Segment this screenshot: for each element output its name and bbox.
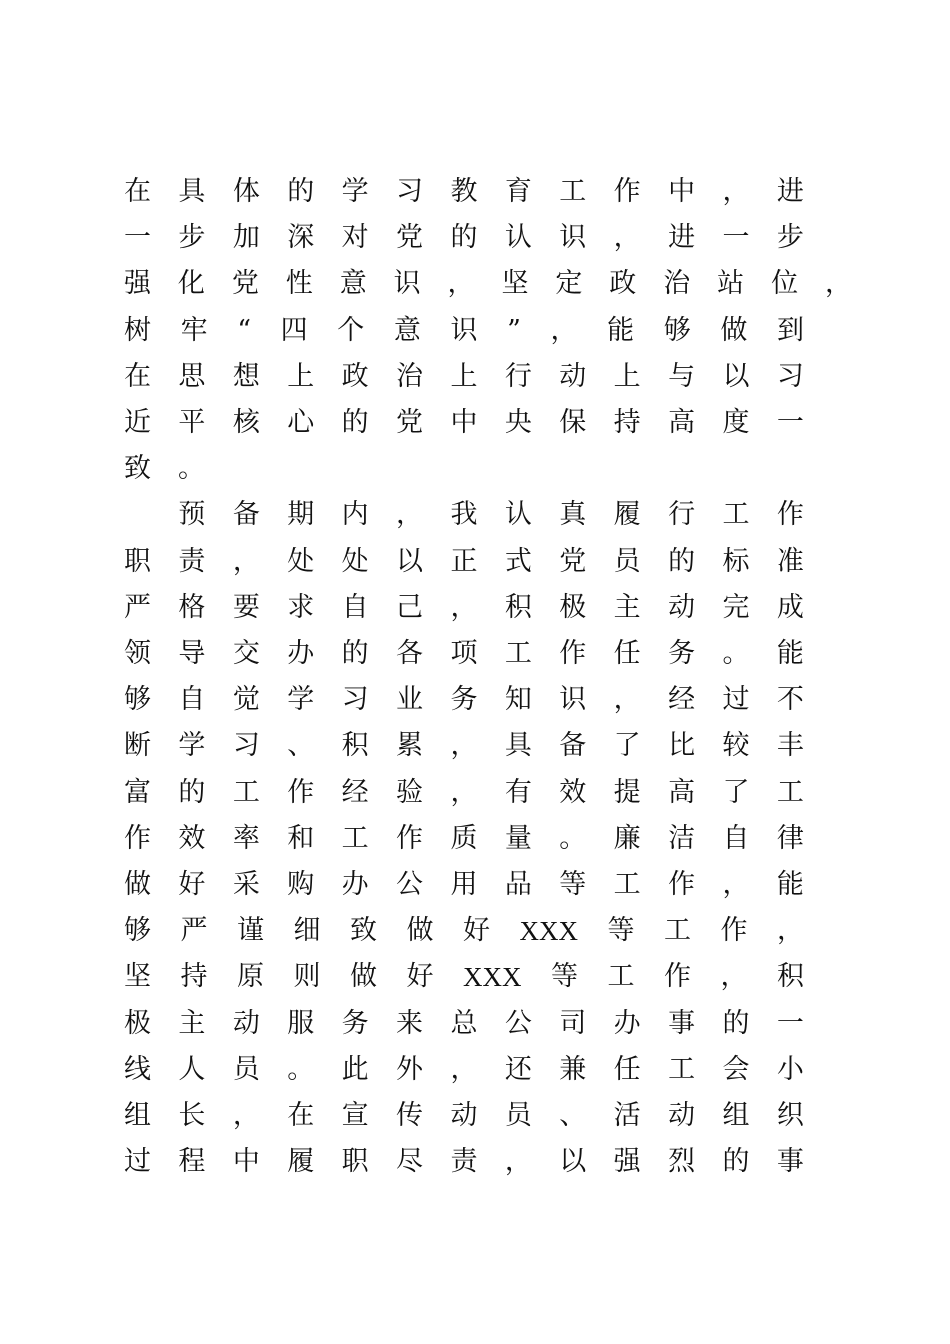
text-char: 识 <box>559 222 587 254</box>
text-char: 不 <box>776 684 804 716</box>
text-line <box>124 266 852 302</box>
text-char: 政 <box>341 360 369 392</box>
text-line <box>124 1052 804 1088</box>
text-char: 式 <box>504 545 532 577</box>
text-char: ， <box>722 869 750 900</box>
text-char: 办 <box>613 1007 641 1039</box>
text-char: 高 <box>668 776 696 808</box>
text-char: 自 <box>722 822 750 854</box>
text-char: 和 <box>287 822 315 854</box>
text-char: XXX <box>519 916 578 947</box>
text-line <box>124 590 804 626</box>
text-char: 工 <box>504 638 532 669</box>
text-char: 我 <box>450 499 478 531</box>
text-char: 识 <box>393 268 421 300</box>
text-char: 与 <box>668 360 696 392</box>
text-char: 做 <box>720 314 748 346</box>
text-char: 备 <box>232 499 260 531</box>
text-char: 以 <box>559 1146 587 1178</box>
text-char: 定 <box>555 268 583 300</box>
text-char: 治 <box>396 360 424 392</box>
text-char: 积 <box>341 730 369 762</box>
text-char: 员 <box>504 1100 532 1131</box>
text-char: 务 <box>341 1007 369 1039</box>
text-char: 央 <box>504 407 532 438</box>
text-char: 细 <box>293 915 321 947</box>
text-char: ， <box>777 915 804 947</box>
text-char: 识 <box>450 314 478 346</box>
text-char: 公 <box>396 869 424 900</box>
text-char: 识 <box>559 684 587 716</box>
text-char: 政 <box>609 268 637 300</box>
text-char: 能 <box>607 314 635 346</box>
text-line <box>124 636 804 672</box>
text-char: ， <box>450 776 478 808</box>
text-char: 组 <box>722 1100 750 1131</box>
text-char: 高 <box>668 407 696 438</box>
text-char: 办 <box>341 869 369 900</box>
text-char: 烈 <box>668 1146 696 1178</box>
text-char: 真 <box>559 499 587 531</box>
text-char: 累 <box>396 730 424 762</box>
text-char: 党 <box>559 545 587 577</box>
text-char: 个 <box>337 314 365 346</box>
text-char: 做 <box>350 961 377 993</box>
text-char: 作 <box>124 822 151 854</box>
text-char: 等 <box>551 961 578 993</box>
text-char: 人 <box>178 1053 206 1085</box>
text-char: 则 <box>293 961 321 993</box>
text-char: 处 <box>341 545 369 577</box>
text-char: 履 <box>613 499 641 531</box>
text-line <box>124 1144 804 1180</box>
text-char: 备 <box>559 730 587 762</box>
text-char: 任 <box>613 638 641 669</box>
text-char: 步 <box>776 222 804 254</box>
text-char: ， <box>396 499 424 531</box>
text-char: 织 <box>776 1100 804 1131</box>
text-char: 总 <box>450 1007 478 1039</box>
text-char: 教 <box>450 176 478 207</box>
text-char: 一 <box>722 222 750 254</box>
text-char: 司 <box>559 1007 587 1039</box>
text-char: 标 <box>722 545 750 577</box>
text-char: 交 <box>232 638 260 669</box>
text-char: 保 <box>559 407 587 438</box>
text-char: “ <box>237 314 252 346</box>
text-char: 履 <box>287 1146 315 1178</box>
text-char: 致 <box>124 453 151 485</box>
text-char: 核 <box>232 407 260 438</box>
text-char: 够 <box>124 915 151 947</box>
text-char: 树 <box>124 314 151 346</box>
text-char: ” <box>507 314 521 346</box>
text-char: 断 <box>124 730 151 762</box>
text-char: 事 <box>668 1007 696 1039</box>
text-line <box>124 451 804 487</box>
text-char: 行 <box>668 499 696 531</box>
text-char: 够 <box>124 684 151 716</box>
text-char: 主 <box>178 1007 206 1039</box>
text-char: 事 <box>776 1146 804 1178</box>
text-char: 服 <box>287 1007 315 1039</box>
text-char: 律 <box>776 822 804 854</box>
text-char: 习 <box>776 360 804 392</box>
text-char: 步 <box>178 222 206 254</box>
text-char: ， <box>720 961 748 993</box>
text-char: 动 <box>668 1100 696 1131</box>
text-char: ， <box>550 314 578 346</box>
text-line <box>124 313 804 349</box>
text-char: 动 <box>559 360 587 392</box>
text-line <box>124 728 804 764</box>
text-char: 位 <box>771 268 799 300</box>
text-char: 够 <box>663 314 691 346</box>
text-char: 工 <box>341 822 369 854</box>
text-char: 上 <box>450 360 478 392</box>
text-char: 强 <box>613 1146 641 1178</box>
text-char: 强 <box>124 268 151 300</box>
text-char: 长 <box>178 1100 206 1131</box>
text-char: 务 <box>668 638 696 669</box>
text-char: 兼 <box>559 1053 587 1085</box>
text-char: 育 <box>504 176 532 207</box>
text-char: 进 <box>776 176 804 207</box>
text-char: 富 <box>124 776 151 808</box>
text-char: 工 <box>559 176 587 207</box>
text-char: 的 <box>450 222 478 254</box>
text-char: 经 <box>341 776 369 808</box>
text-char: 工 <box>668 1053 696 1085</box>
text-char: 动 <box>450 1100 478 1131</box>
text-char: 平 <box>178 407 206 438</box>
text-char: 质 <box>450 822 478 854</box>
text-line <box>124 682 804 718</box>
text-char: 丰 <box>776 730 804 762</box>
text-char: ， <box>232 545 260 577</box>
text-char: 想 <box>232 360 260 392</box>
text-char: 正 <box>450 545 478 577</box>
text-char: 外 <box>396 1053 424 1085</box>
text-char: 加 <box>232 222 260 254</box>
text-char: 、 <box>559 1100 587 1131</box>
text-char: 原 <box>237 961 264 993</box>
text-char: 。 <box>287 1053 315 1085</box>
text-line <box>124 174 804 210</box>
text-char: 率 <box>232 822 260 854</box>
text-char: ， <box>450 1053 478 1085</box>
text-char: 了 <box>613 730 641 762</box>
text-char: 作 <box>776 499 804 531</box>
text-char: 知 <box>504 684 532 716</box>
text-char: 传 <box>396 1100 424 1131</box>
text-char: 以 <box>396 545 424 577</box>
text-char: 工 <box>776 776 804 808</box>
text-char: 好 <box>406 961 434 993</box>
text-char: 意 <box>339 268 367 300</box>
text-char: 工 <box>232 776 260 808</box>
text-char: ， <box>824 268 852 300</box>
text-char: 上 <box>613 360 641 392</box>
text-char: 作 <box>720 915 748 947</box>
text-char: 预 <box>178 499 206 531</box>
text-char: 做 <box>124 869 151 900</box>
text-char: 以 <box>722 360 750 392</box>
text-char: 廉 <box>613 822 641 854</box>
text-char: 来 <box>396 1007 424 1039</box>
text-char: 任 <box>613 1053 641 1085</box>
text-char: 谨 <box>237 915 264 947</box>
text-char: ， <box>504 1146 532 1178</box>
text-char: 一 <box>776 1007 804 1039</box>
text-char: 过 <box>722 684 750 716</box>
text-char: 还 <box>504 1053 532 1085</box>
text-char: 准 <box>776 545 804 577</box>
text-char: 职 <box>124 545 151 577</box>
text-char: 党 <box>231 268 259 300</box>
text-char: 较 <box>722 730 750 762</box>
text-char: 尽 <box>396 1146 424 1178</box>
text-char: 作 <box>668 869 696 900</box>
text-char: 验 <box>396 776 424 808</box>
text-char: 员 <box>232 1053 260 1085</box>
text-char: 。 <box>722 638 750 669</box>
text-char: 学 <box>178 730 206 762</box>
text-char: 自 <box>178 684 206 716</box>
text-char: 活 <box>613 1100 641 1131</box>
text-char: 学 <box>341 176 369 207</box>
text-char: 牢 <box>180 314 208 346</box>
text-char: 积 <box>777 961 804 993</box>
text-char: 习 <box>232 730 260 762</box>
text-char: 的 <box>287 176 315 207</box>
text-char: 动 <box>668 591 696 623</box>
text-char: 员 <box>613 545 641 577</box>
text-char: 工 <box>607 961 635 993</box>
text-char: 内 <box>341 499 369 531</box>
text-char: 思 <box>178 360 206 392</box>
text-char: 到 <box>776 314 804 346</box>
text-char: 工 <box>722 499 750 531</box>
text-line <box>124 821 804 857</box>
text-char: 采 <box>232 869 260 900</box>
text-char: 觉 <box>232 684 260 716</box>
text-char: 上 <box>287 360 315 392</box>
text-line <box>124 959 804 995</box>
text-char: 购 <box>287 869 315 900</box>
text-char: 积 <box>504 591 532 623</box>
text-char: 程 <box>178 1146 206 1178</box>
text-char: 宣 <box>341 1100 369 1131</box>
text-char: 对 <box>341 222 369 254</box>
text-char: 动 <box>232 1007 260 1039</box>
text-char: 职 <box>341 1146 369 1178</box>
text-char: 站 <box>717 268 745 300</box>
text-char: 要 <box>232 591 260 623</box>
text-char: 等 <box>607 915 635 947</box>
text-char: 极 <box>124 1007 151 1039</box>
text-char: 作 <box>396 822 424 854</box>
text-char: ， <box>450 730 478 762</box>
text-char: 做 <box>406 915 434 947</box>
text-char: 能 <box>776 638 804 669</box>
text-char: 。 <box>559 822 587 854</box>
text-char: 业 <box>396 684 424 716</box>
text-char: 用 <box>450 869 478 900</box>
text-char: ， <box>447 268 475 300</box>
text-char: 效 <box>559 776 587 808</box>
text-char: 好 <box>178 869 206 900</box>
text-char: 近 <box>124 407 151 438</box>
text-char: 自 <box>341 591 369 623</box>
text-line <box>124 1098 804 1134</box>
text-line <box>124 867 804 903</box>
text-char: 性 <box>285 268 313 300</box>
text-line <box>124 405 804 441</box>
text-char: 习 <box>341 684 369 716</box>
text-char: 主 <box>613 591 641 623</box>
text-char: 提 <box>613 776 641 808</box>
text-char: 、 <box>287 730 315 762</box>
text-char: 组 <box>124 1100 151 1131</box>
text-char: 有 <box>504 776 532 808</box>
text-char: 认 <box>504 499 532 531</box>
text-char: 品 <box>504 869 532 900</box>
text-char: 好 <box>463 915 490 947</box>
text-char: 求 <box>287 591 315 623</box>
text-char: 度 <box>722 407 750 438</box>
text-char: 持 <box>180 961 208 993</box>
text-line <box>124 544 804 580</box>
text-char: 过 <box>124 1146 151 1178</box>
text-char: 的 <box>722 1007 750 1039</box>
text-char: 心 <box>287 407 315 438</box>
text-char: 会 <box>722 1053 750 1085</box>
text-char: 行 <box>504 360 532 392</box>
text-char: 。 <box>178 453 205 485</box>
text-char: ， <box>613 684 641 716</box>
text-char: 比 <box>668 730 696 762</box>
text-char: 领 <box>124 638 151 669</box>
text-char: 在 <box>124 360 151 392</box>
text-char: 深 <box>287 222 315 254</box>
text-char: 期 <box>287 499 315 531</box>
text-char: 认 <box>504 222 532 254</box>
text-char: 己 <box>396 591 424 623</box>
text-char: 在 <box>124 176 151 207</box>
text-char: 具 <box>178 176 206 207</box>
text-char: 中 <box>668 176 696 207</box>
text-char: 导 <box>178 638 206 669</box>
text-char: 学 <box>287 684 315 716</box>
text-char: 致 <box>350 915 377 947</box>
text-char: XXX <box>463 962 522 993</box>
text-char: 作 <box>287 776 315 808</box>
text-char: ， <box>722 176 750 207</box>
text-char: 项 <box>450 638 478 669</box>
text-char: 坚 <box>124 961 151 993</box>
text-line <box>124 913 804 949</box>
text-char: 的 <box>668 545 696 577</box>
text-char: ， <box>613 222 641 254</box>
text-char: 中 <box>450 407 478 438</box>
text-char: 务 <box>450 684 478 716</box>
text-char: 党 <box>396 407 424 438</box>
text-char: 一 <box>776 407 804 438</box>
text-char: 在 <box>287 1100 315 1131</box>
text-char: 办 <box>287 638 315 669</box>
text-char: 量 <box>504 822 532 854</box>
text-char: 各 <box>396 638 424 669</box>
text-line <box>124 220 804 256</box>
text-char: 作 <box>664 961 691 993</box>
text-char: 一 <box>124 222 151 254</box>
text-char: 线 <box>124 1053 151 1085</box>
text-char: 进 <box>668 222 696 254</box>
text-line <box>124 775 804 811</box>
text-char: 格 <box>178 591 206 623</box>
text-char: 的 <box>341 638 369 669</box>
text-char: 此 <box>341 1053 369 1085</box>
text-char: 等 <box>559 869 587 900</box>
text-char: 成 <box>776 591 804 623</box>
text-char: 具 <box>504 730 532 762</box>
text-char: 意 <box>393 314 421 346</box>
text-char: ， <box>232 1100 260 1131</box>
text-char: 作 <box>559 638 587 669</box>
text-char: 处 <box>287 545 315 577</box>
text-char: 的 <box>722 1146 750 1178</box>
text-char: 洁 <box>668 822 696 854</box>
text-char: 治 <box>663 268 691 300</box>
text-char: 作 <box>613 176 641 207</box>
text-char: 责 <box>450 1146 478 1178</box>
text-char: 工 <box>613 869 641 900</box>
text-char: ， <box>450 591 478 623</box>
text-char: 体 <box>232 176 260 207</box>
text-char: 了 <box>722 776 750 808</box>
text-char: 责 <box>178 545 206 577</box>
text-char: 严 <box>180 915 208 947</box>
text-char: 效 <box>178 822 206 854</box>
text-char: 的 <box>341 407 369 438</box>
text-line <box>124 497 804 533</box>
text-char: 化 <box>177 268 205 300</box>
text-char: 完 <box>722 591 750 623</box>
text-char: 习 <box>396 176 424 207</box>
text-char: 坚 <box>501 268 529 300</box>
text-char: 的 <box>178 776 206 808</box>
text-char: 中 <box>232 1146 260 1178</box>
text-line <box>124 359 804 395</box>
text-char: 极 <box>559 591 587 623</box>
text-char: 能 <box>776 869 804 900</box>
text-char: 工 <box>664 915 691 947</box>
text-char: 持 <box>613 407 641 438</box>
text-char: 严 <box>124 591 151 623</box>
text-char: 小 <box>776 1053 804 1085</box>
text-line <box>124 1006 804 1042</box>
text-char: 党 <box>396 222 424 254</box>
text-char: 公 <box>504 1007 532 1039</box>
text-char: 经 <box>668 684 696 716</box>
text-char: 四 <box>280 314 308 346</box>
